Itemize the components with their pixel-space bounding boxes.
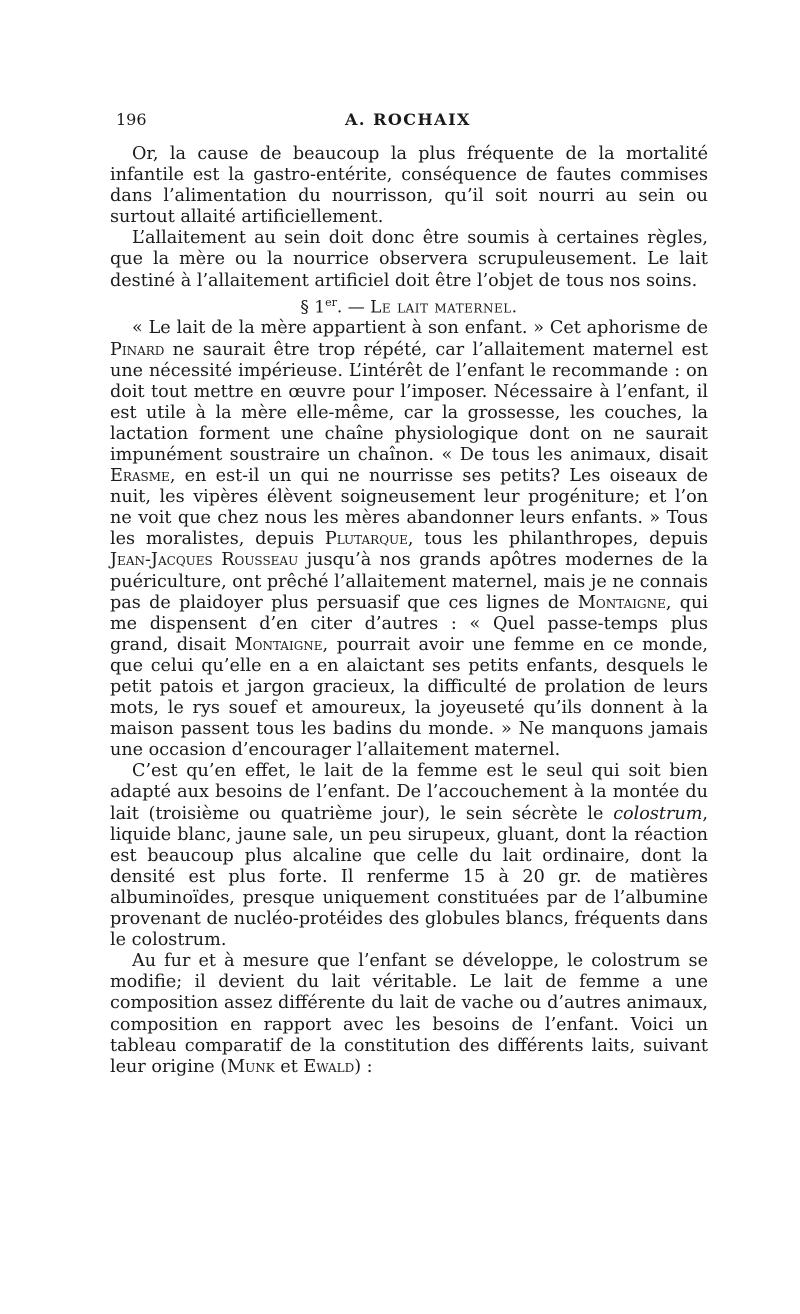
text-run: , en est-il un qui ne nourrisse ses petits? Les oiseaux de nuit, les vipères élèvent soigneusement leur progéniture; et l’on ne voit que chez nous les mères abandonner leurs enfants. » Tous les moralistes, depuis [110,466,708,550]
text-run: et [274,1056,304,1077]
text-run: ) : [354,1056,373,1077]
text-run: , tous les philanthropes, depuis [407,529,708,550]
author-name: Munk [227,1056,275,1077]
text-run: jusqu’à nos grands apôtres modernes de la puériculture, ont prêché l’allaitement maternel, mais je ne connais pas de plaidoyer plus persuasif que ces lignes de [110,550,709,613]
text-run: , pourrait avoir une femme en ce monde, que celui qu’elle en a en alaictant ses petits enfants, desquels le petit patois et jargon gracieux, la difficulté de prolation de leurs mots, le rys souef et amoureux, la joyeuseté qu’ils donnent à la maison passent tous les badins du monde. » Ne manquons jamais une occasion d’encourager l’allaitement maternel. [110,634,709,761]
author-name: Montaigne [234,634,323,655]
text-run: ne saurait être trop répété, car l’allaitement maternel est une nécessité impérieuse. L’intérêt de l’enfant le recommande : on doit tout mettre en œuvre pour l’imposer. Nécessaire à l’enfant, il est utile à la mère elle-même, car la grossesse, les couches, la lactation forment une chaîne physiologique dont on ne saurait impunément soustraire un chaînon. « De tous les animaux, disait [110,339,708,465]
text-run: « Le lait de la mère appartient à son enfant. » Cet aphorisme de [132,318,708,339]
text-run: , liquide blanc, jaune sale, un peu sirupeux, gluant, dont la réaction est beaucoup plus alcaline que celle du lait ordinaire, dont la densité est plus forte. Il renferme 15 à 20 gr. de matières albuminoïdes, presque uniquement constituées par de l’albumine provenant de nucléo-protéides des globules blancs, fréquents dans le colostrum. [110,803,708,951]
page-number: 196 [116,110,147,129]
author-name: Plutarque [324,529,408,550]
paragraph-5 [110,951,708,1078]
running-head: A. ROCHAIX [345,110,471,129]
section-symbol: § 1 [300,297,326,318]
section-heading [110,292,708,319]
author-name: Jean-Jacques Rousseau [110,550,299,571]
section-title: Le lait maternel. [370,297,518,318]
author-name: Erasme [110,466,170,487]
paragraph-3 [110,318,708,761]
text-run: C’est qu’en effet, le lait de la femme est le seul qui soit bien adapté aux besoins de l’enfant. De l’accouchement à la montée du lait (troisième ou quatrième jour), le sein sécrète le [110,761,708,824]
paragraph-intro-2: L’allaitement au sein doit donc être soumis à certaines règles, que la mère ou la nourrice observera scrupuleusement. Le lait destiné à l’allaitement artificiel doit être l’objet de tous nos soins. [110,228,708,291]
author-name: Pinard [110,339,165,360]
author-name: Ewald [303,1056,355,1077]
author-name: Montaigne [577,592,666,613]
paragraph-intro-1: Or, la cause de beaucoup la plus fréquente de la mortalité infantile est la gastro-entérite, conséquence de fautes commises dans l’alimentation du nourrisson, qu’il soit nourri au sein ou surtout allaité artificiellement. [110,144,708,228]
page-header [116,110,700,136]
text-run: , qui me dispensent d’en citer d’autres : « Quel passe-temps plus grand, disait [110,592,708,655]
italic-term: colostrum [613,803,703,824]
paragraph-4 [110,761,708,951]
text-run: Au fur et à mesure que l’enfant se développe, le colostrum se modifie; il devient du lait véritable. Le lait de femme a une composition assez différente du lait de vache ou d’autres animaux, composition en rapport avec les besoins de l’enfant. Voici un tableau comparatif de la constitution des différents laits, suivant leur origine ( [110,951,708,1077]
page-body [110,144,708,1078]
section-superscript: er [325,295,337,309]
section-dash: . — [336,297,365,318]
